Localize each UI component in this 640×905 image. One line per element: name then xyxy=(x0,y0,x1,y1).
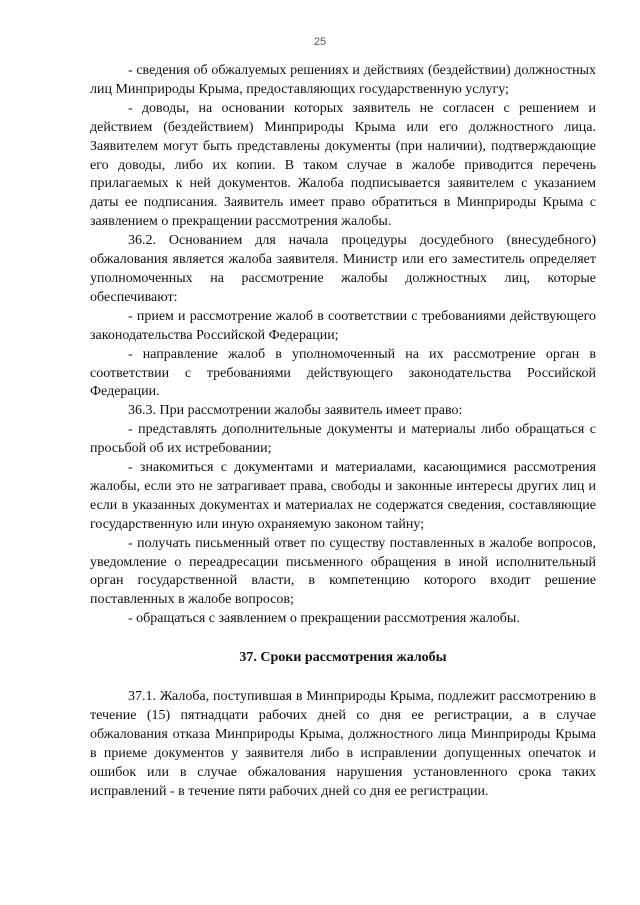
paragraph-37-1: 37.1. Жалоба, поступившая в Минприроды Крыма, подлежит рассмотрению в течение (15) пятнадцати рабочих дней со дня ее регистрации, а в случае обжалования отказа Минприроды Крыма, должностного лица Минприроды Крыма в приеме документов у заявителя либо в исправлении допущенных опечаток и ошибок или в случае обжалования нарушения установленного срока таких исправлений - в течение пяти рабочих дней со дня ее регистрации. xyxy=(90,689,596,799)
section-title: 37. Сроки рассмотрения жалобы xyxy=(239,650,447,666)
paragraph-appeal-decisions: - сведения об обжалуемых решениях и действиях (бездействии) должностных лиц Минприроды Крыма, предоставляющих государственную услугу; xyxy=(90,63,596,97)
paragraph-withdraw-complaint: - обращаться с заявлением о прекращении рассмотрения жалобы. xyxy=(128,611,520,627)
paragraph-review-materials: - знакомиться с документами и материалами, касающимися рассмотрения жалобы, если это не затрагивает права, свободы и законные интересы других лиц и если в указанных документах и материалах не содержатся сведения, составляющие государственную или иную охраняемую законом тайну; xyxy=(90,460,596,532)
paragraph-36-2: 36.2. Основанием для начала процедуры досудебного (внесудебного) обжалования является жалоба заявителя. Министр или его заместитель определяет уполномоченных на рассмотрение жалобы должностных лиц, которые обеспечивают: xyxy=(90,233,596,305)
paragraph-36-3: 36.3. При рассмотрении жалобы заявитель имеет право: xyxy=(128,403,463,419)
paragraph-receipt-review: - прием и рассмотрение жалоб в соответствии с требованиями действующего законодательства Российской Федерации; xyxy=(90,308,596,343)
paragraph-written-answer: - получать письменный ответ по существу поставленных в жалобе вопросов, уведомление о переадресации письменного обращения в иной исполнительный орган государственной власти, в компетенцию которого входит решение поставленных в жалобе вопросов; xyxy=(90,535,596,608)
page-number: 25 xyxy=(313,36,327,48)
document-body xyxy=(90,62,596,802)
paragraph-forwarding: - направление жалоб в уполномоченный на их рассмотрение орган в соответствии с требованиями действующего законодательства Российской Федерации. xyxy=(90,346,596,400)
paragraph-appeal-arguments: - доводы, на основании которых заявитель не согласен с решением и действием (бездействием) Минприроды Крыма или его должностного лица. Заявителем могут быть представлены документы (при наличии), подтверждающие его доводы, либо их копии. В таком случае в жалобе приводится перечень прилагаемых к ней документов. Жалоба подписывается заявителем с указанием даты ее подписания. Заявитель имеет право обратиться в Минприроды Крыма с заявлением о прекращении рассмотрения жалобы. xyxy=(90,100,596,230)
paragraph-submit-documents: - представлять дополнительные документы и материалы либо обращаться с просьбой об их истребовании; xyxy=(90,422,596,457)
